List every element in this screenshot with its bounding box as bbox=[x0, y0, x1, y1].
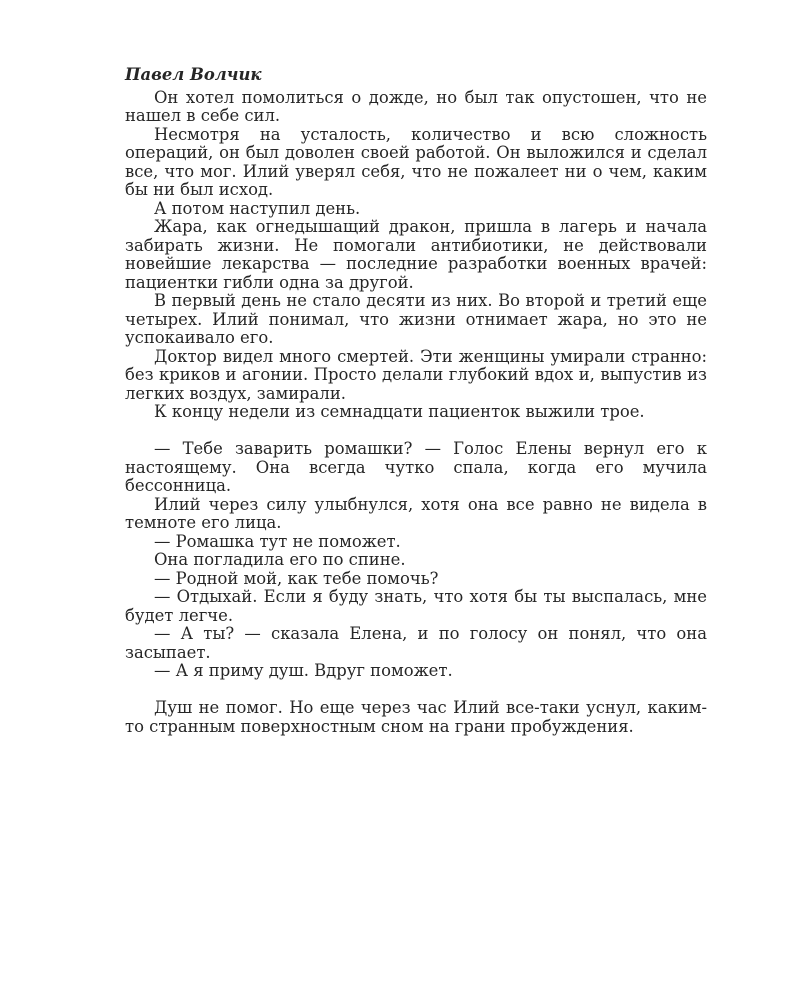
paragraph: — Тебе заварить ромашки? — Голос Елены вернул его к настоящему. Она всегда чутко спала, когда его мучила бессонница. bbox=[125, 439, 707, 495]
paragraph: Душ не помог. Но еще через час Илий все-таки уснул, каким-то странным поверхностным сном на грани пробуждения. bbox=[125, 698, 707, 736]
text-section-2 bbox=[125, 440, 707, 681]
paragraph: — Родной мой, как тебе помочь? bbox=[154, 568, 439, 588]
paragraph: Илий через силу улыбнулся, хотя она все равно не видела в темноте его лица. bbox=[125, 494, 707, 532]
paragraph: — Отдыхай. Если я буду знать, что хотя бы ты выспалась, мне будет легче. bbox=[125, 587, 707, 625]
paragraph: Он хотел помолиться о дожде, но был так опустошен, что не нашел в себе сил. bbox=[125, 87, 707, 125]
paragraph: А потом наступил день. bbox=[154, 198, 361, 218]
paragraph: — А ты? — сказала Елена, и по голосу он понял, что она засыпает. bbox=[125, 624, 707, 662]
book-page bbox=[125, 66, 707, 736]
paragraph: Несмотря на усталость, количество и всю сложность операций, он был доволен своей работой. Он выложился и сделал все, что мог. Илий уверял себя, что не пожалеет ни о чем, каким бы ни был исход. bbox=[125, 124, 707, 199]
paragraph: — А я приму душ. Вдруг поможет. bbox=[154, 661, 453, 680]
paragraph: Доктор видел много смертей. Эти женщины умирали странно: без криков и агонии. Просто делали глубокий вдох и, выпустив из легких воздух, замирали. bbox=[125, 346, 707, 403]
text-section-1 bbox=[125, 89, 707, 422]
paragraph: В первый день не стало десяти из них. Во второй и третий еще четырех. Илий понимал, что жизни отнимает жара, но это не успокаивало его. bbox=[125, 291, 707, 347]
paragraph: Она погладила его по спине. bbox=[154, 550, 406, 569]
paragraph: К концу недели из семнадцати пациенток выжили трое. bbox=[154, 402, 645, 421]
paragraph: Жара, как огнедышащий дракон, пришла в лагерь и начала забирать жизни. Не помогали антибиотики, не действовали новейшие лекарства — последние разработки военных врачей: пациентки гибли одна за другой. bbox=[125, 217, 707, 292]
text-section-3 bbox=[125, 699, 707, 736]
running-header-author: Павел Волчик bbox=[125, 65, 262, 84]
paragraph: — Ромашка тут не поможет. bbox=[154, 531, 401, 551]
